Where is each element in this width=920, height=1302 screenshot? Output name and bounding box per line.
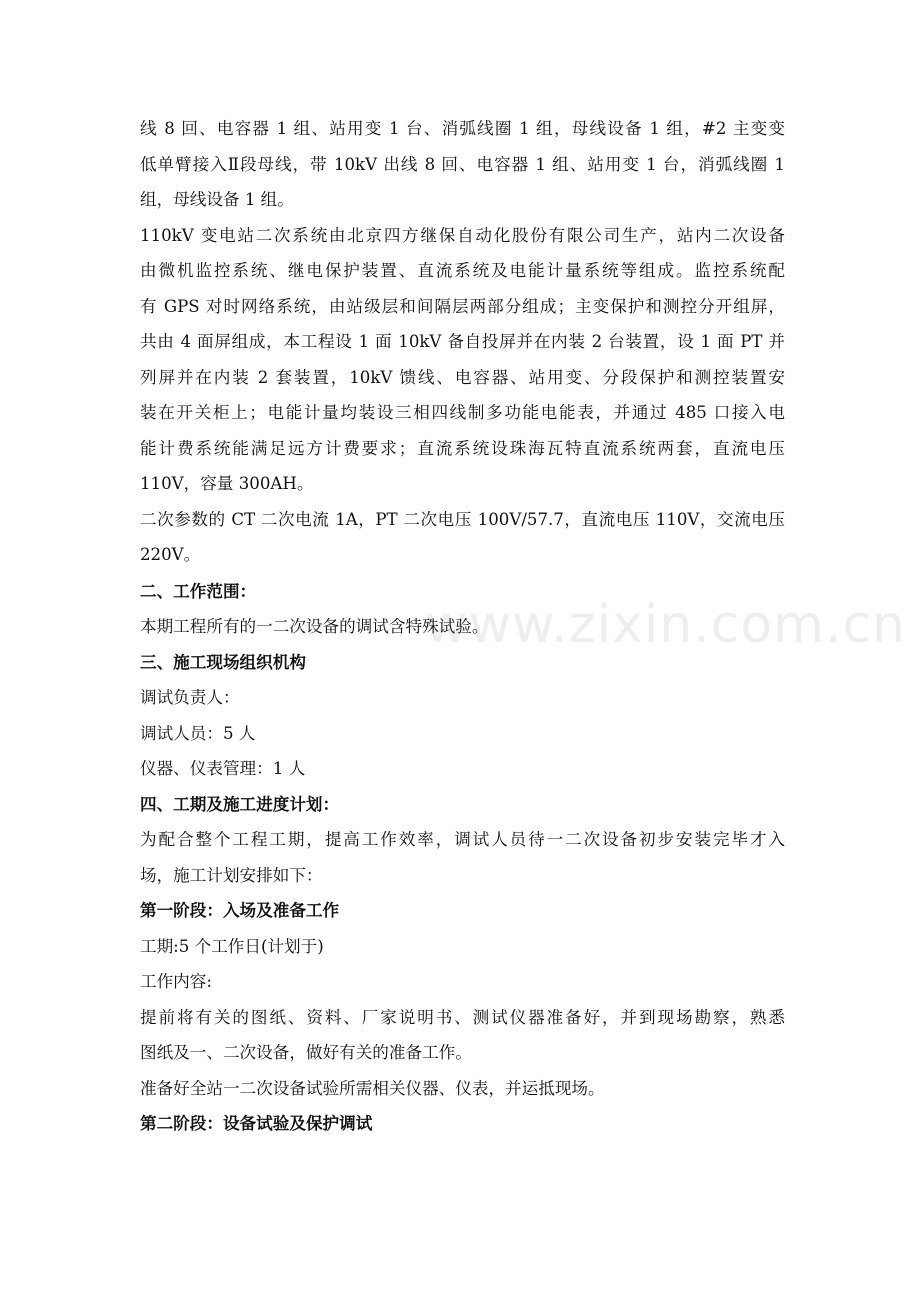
paragraph-instruments: 准备好全站一二次设备试验所需相关仪器、仪表，并运抵现场。 [140,1078,605,1098]
text-test-staff: 调试人员：5 人 [140,723,256,743]
paragraph-bus-config [140,111,785,218]
heading-work-scope: 二、工作范围： [140,580,257,601]
text-duration: 工期:5 个工作日(计划于) [140,936,324,956]
text-line: 低单臂接入Ⅱ段母线，带 10kV 出线 8 回、电容器 1 组、站用变 1 台，消弧线圈 1 [140,154,785,174]
text-line: 提前将有关的图纸、资料、厂家说明书、测试仪器准备好，并到现场勘察，熟悉 [140,1007,785,1027]
text-responsible-person: 调试负责人： [140,688,240,707]
text-line: 场，施工计划安排如下： [140,865,323,885]
paragraph-work-scope: 本期工程所有的一二次设备的调试含特殊试验。 [140,617,489,636]
text-line: 能计费系统能满足远方计费要求；直流系统设珠海瓦特直流系统两套，直流电压 [140,438,785,458]
text-instrument-management: 仪器、仪表管理：1 人 [140,759,306,778]
text-line: 组，母线设备 1 组。 [140,190,294,209]
paragraph-secondary-params [140,502,785,573]
paragraph-secondary-system [140,218,785,502]
paragraph-preparation [140,1000,785,1071]
watermark: www.zixin.com.cn [425,595,906,655]
heading-site-organization: 三、施工现场组织机构 [140,651,306,672]
text-line: 列屏并在内装 2 套装置，10kV 馈线、电容器、站用变、分段保护和测控装置安 [140,367,785,387]
text-line: 220V。 [140,545,201,564]
heading-phase-two: 第二阶段：设备试验及保护调试 [140,1113,373,1133]
document-page [140,111,785,1142]
paragraph-schedule [140,822,785,893]
heading-phase-one: 第一阶段：入场及准备工作 [140,900,340,920]
text-line: 为配合整个工程工期，提高工作效率，调试人员待一二次设备初步安装完毕才入 [140,830,785,849]
text-line: 二次参数的 CT 二次电流 1A，PT 二次电压 100V/57.7，直流电压 110V，交流电压 [140,509,785,529]
text-line: 共由 4 面屏组成，本工程设 1 面 10kV 备自投屏并在内装 2 台装置，设 1 面 PT 并 [140,332,785,351]
text-line: 110kV 变电站二次系统由北京四方继保自动化股份有限公司生产，站内二次设备 [140,225,785,245]
text-line: 图纸及一、二次设备，做好有关的准备工作。 [140,1043,472,1062]
text-line: 装在开关柜上；电能计量均装设三相四线制多功能电能表，并通过 485 口接入电 [140,403,785,422]
heading-schedule: 四、工期及施工进度计划： [140,793,340,814]
text-line: 线 8 回、电容器 1 组、站用变 1 台、消弧线圈 1 组，母线设备 1 组，#2 主变变 [140,119,785,138]
text-work-content-label: 工作内容: [140,972,212,991]
text-line: 110V，容量 300AH。 [140,474,314,493]
text-line: 由微机监控系统、继电保护装置、直流系统及电能计量系统等组成。监控系统配 [140,261,785,280]
text-line: 有 GPS 对时网络系统，由站级层和间隔层两部分组成；主变保护和测控分开组屏， [140,296,785,316]
